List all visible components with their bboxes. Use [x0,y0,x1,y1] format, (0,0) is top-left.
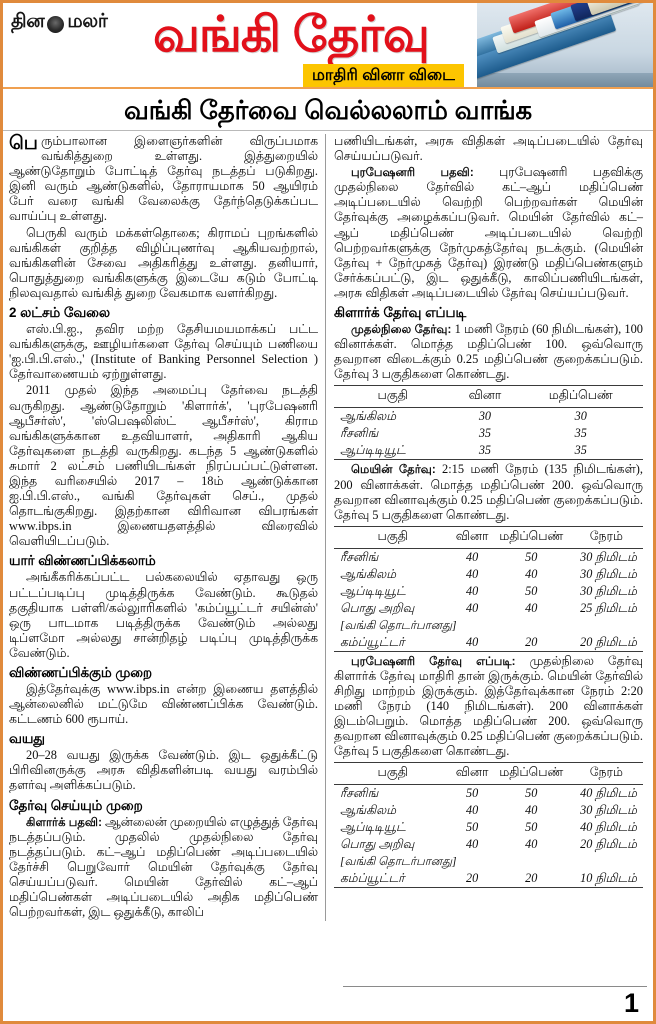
cell-questions: 40 [466,837,479,852]
cell-questions: 20 [451,870,492,888]
table-po-main [334,762,643,888]
cell-questions: 40 [466,583,479,598]
cell-questions: 35 [478,426,492,441]
paragraph-lead-clerk-post: கிளார்க் பதவி: [26,815,102,829]
cell-questions: 40 [466,600,479,615]
cell-marks: 30 [574,409,587,424]
cell-marks: 50 [525,549,538,564]
subheading-age: வயது [9,731,45,747]
cell-part: ஆங்கிலம் [340,566,396,581]
paragraph-age-limit: 20–28 வயது இருக்க வேண்டும். இட ஒதுக்கீட்டு பிரிவினருக்கு அரசு விதிகளின்படி வயது வரம்பில் தளர்வு அளிக்கப்படும். [9,748,318,793]
table-header-row [334,526,643,548]
table-row [334,442,643,460]
page-number: 1 [623,988,639,1018]
cell-marks: 40 [525,566,538,581]
cell-marks: 50 [525,820,538,835]
table-row [334,836,643,853]
table-clerk-prelim [334,385,643,460]
table-row [334,425,643,442]
cell-part: பொது அறிவு [340,837,415,852]
cell-marks: 35 [518,442,643,460]
table-row [334,548,643,566]
cell-part: ரீசனிங் [340,549,379,564]
subheading-clerk-exam-pattern: கிளார்க் தேர்வு எப்படி [334,305,467,321]
cell-time: 20 நிமிடம் [570,634,643,652]
cell-marks: 50 [525,786,538,801]
paragraph-clerk-selection [9,815,318,921]
photo-shelf [477,73,653,89]
table-row [334,785,643,803]
subheading-two-lakh-jobs: 2 லட்சம் வேலை [9,305,110,321]
cell-part: கம்ப்யூட்டர் [334,870,451,888]
table-row [334,870,643,888]
masthead-subtitle-banner: மாதிரி வினா விடை [303,64,464,89]
paragraph-application-method: இத்தேர்வுக்கு www.ibps.in என்ற இணைய தளத்தில் ஆன்லைனில் மட்டுமே விண்ணப்பிக்க வேண்டும். கட்டணம் 600 ரூபாய். [9,682,318,727]
cell-part: ஆப்டிடியூட் [340,820,406,835]
cell-part: ஆப்டிடியூட் [334,442,451,460]
paragraph-lead-po-exam: புரபேஷனரி தேர்வு எப்படி: [351,654,516,668]
cell-time: 30 நிமிடம் [580,549,637,564]
table-row [334,566,643,583]
cell-note: [வங்கி தொடர்பானது] [340,855,457,869]
cell-questions: 40 [466,803,479,818]
paragraph-lead-po-post: புரபேஷனரி பதவி: [351,166,474,180]
table-row [334,408,643,426]
paragraph-text: ஆன்லைன் முறையில் எழுத்துத் தேர்வு நடத்தப்படும். முதலில் முதல்நிலை தேர்வு நடத்தப்படும். கட்–ஆப் மதிப்பெண் அடிப்படையில் தேர்ச்சி பெறுவோர் மெயின் தேர்வுக்கு தேர்வு செய்யப்படுவர். மெயின் தேர்வில் கட்–ஆப் மதிப்பெண்கள் அடிப்படையில் அதிக மதிப்பெண் பெற்றவர்கள், இட ஒதுக்கீடு, காலிப் [9,814,318,920]
cell-marks: 40 [525,837,538,852]
cell-time: 25 நிமிடம் [580,600,637,615]
cell-questions: 50 [466,786,479,801]
cell-questions: 40 [451,634,492,652]
cell-questions: 40 [466,566,479,581]
cell-part: ஆங்கிலம் [340,803,396,818]
subheading-who-can-apply: யார் விண்ணப்பிக்கலாம் [9,553,156,569]
cell-time: 10 நிமிடம் [570,870,643,888]
subheading-selection-method: தேர்வு செய்யும் முறை [9,797,143,813]
column-header-marks: மதிப்பெண் [493,763,570,785]
paragraph-po-selection [334,165,643,301]
cell-part: ரீசனிங் [340,786,379,801]
paragraph-growth: பெருகி வரும் மக்கள்தொகை; கிராமப் புறங்களில் வங்கிகள் குறித்த விழிப்புணர்வு ஆகியவற்றால், வங்கிகளின் சேவை அதிகரித்து உள்ளது. தனியார், பொதுத்துறை வங்கிகளுக்கு இடையே கடும் போட்டி நிலவுவதால் வங்கித் துறை வேகமாக வளர்கிறது. [9,225,318,300]
column-header-time: நேரம் [570,526,643,548]
table-header-row [334,386,643,408]
cell-questions: 50 [466,820,479,835]
article-columns [3,131,653,921]
cell-part: கம்ப்யூட்டர் [334,634,451,652]
column-header-marks: மதிப்பெண் [493,526,570,548]
cell-marks: 35 [574,426,587,441]
cell-marks: 40 [525,803,538,818]
cell-part: ஆப்டிடியூட் [340,583,406,598]
paragraph-po-exam-pattern [334,654,643,760]
paragraph-text: முதல்நிலை தேர்வு கிளார்க் தேர்வு மாதிரி தான் இருக்கும். மெயின் தேர்வில் சிறிது மாற்றம் இருக்கும். இத்தேர்வுக்கான நேரம் 2:20 மணி நேரம் (140 நிமிடங்கள்). 200 வினாக்கள் இடம்பெறும். மொத்த மதிப்பெண் 200. ஒவ்வொரு தவறான வினாவுக்கும் 0.25 மதிப்பெண் குறைக்கப்படும். தேர்வு 5 பகுதிகளை கொண்டது. [334,653,643,759]
paragraph-prelim-details [334,322,643,382]
table-row-note [334,853,643,870]
table-header-row [334,763,643,785]
cell-time: 40 நிமிடம் [580,820,637,835]
column-header-questions: வினா [451,526,492,548]
column-header-part: பகுதி [334,386,451,408]
paper-logo-emblem-icon [47,16,64,33]
table-row [334,819,643,836]
paragraph-intro [9,134,318,225]
right-column [326,134,643,921]
paragraph-ibps-history: 2011 முதல் இந்த அமைப்பு தேர்வை நடத்தி வருகிறது. ஆண்டுதோறும் 'கிளார்க்', 'புரபேஷனரி ஆபீசர்ஸ்', 'ஸ்பெஷலிஸ்ட் ஆபீசர்ஸ்', கிராம வங்கிகளுக்கான உதவியாளர், அதிகாரி ஆகிய தேர்வுகளை நடத்தி வருகிறது. கடந்த 5 ஆண்டுகளில் சுமார் 2 லட்சம் பணியிடங்கள் நிரப்பப்பட்டுள்ளன. இந்த வரிசையில் 2017 – 18ம் ஆண்டுக்கான ஐ.பி.பி.எஸ்., வங்கி தேர்வுகள் செப்., முதல் தொடங்குகிறது. இதற்கான விரிவான விபரங்கள் www.ibps.in இணையதளத்தில் விரைவில் வெளியிடப்படும். [9,383,318,549]
table-row-note [334,617,643,634]
paragraph-text: 2:15 மணி நேரம் (135 நிமிடங்கள்), 200 வினாக்கள். மொத்த மதிப்பெண் 200. ஒவ்வொரு தவறான வினாவுக்கும் 0.25 மதிப்பெண் குறைக்கப்படும். தேர்வு 5 பகுதிகளை கொண்டது. [334,462,643,522]
cell-marks: 50 [525,583,538,598]
paragraph-text: ரும்பாலான இளைஞர்களின் விருப்பமாக வங்கித்துறை உள்ளது. இத்துறையில் ஆண்டுதோறும் போட்டித் தேர்வு நடத்தப் படுகிறது. இனி வரும் ஆண்டுகளில், தோராயமாக 50 ஆயிரம் பேர் வரை வங்கி வேலைக்கு தேர்ந்தெடுக்கப்பட வாய்ப்பு உள்ளது. [9,134,318,224]
dropcap: பெ [9,133,38,154]
cell-questions: 35 [451,442,518,460]
column-header-part: பகுதி [334,763,451,785]
cell-time: 30 நிமிடம் [580,583,637,598]
footer-rule [343,986,647,987]
cell-marks: 20 [493,634,570,652]
column-header-questions: வினா [451,386,518,408]
books-stack-photo [476,3,653,89]
paragraph-lead-prelim: முதல்நிலை தேர்வு: [351,323,452,337]
cell-marks: 20 [493,870,570,888]
paper-logo [11,11,108,35]
paragraph-clerk-selection-cont: பணியிடங்கள், அரசு விதிகள் அடிப்படையில் தேர்வு செய்யப்படுவர். [334,134,643,164]
cell-questions: 40 [466,549,479,564]
subheading-how-to-apply: விண்ணப்பிக்கும் முறை [9,665,153,680]
table-row [334,802,643,819]
paper-logo-text-right: மலர் [67,11,108,32]
paragraph-text: 1 மணி நேரம் (60 நிமிடங்கள்), 100 வினாக்கள். மொத்த மதிப்பெண் 100. ஒவ்வொரு தவறான விடைக்கும் 0.25 மதிப்பெண் குறைக்கப்படும். தேர்வு 3 பகுதிகளை கொண்டது. [334,322,644,382]
cell-part: பொது அறிவு [340,600,415,615]
table-row [334,583,643,600]
column-header-part: பகுதி [334,526,451,548]
column-header-time: நேரம் [570,763,643,785]
cell-marks: 40 [525,600,538,615]
paragraph-ibps-intro: எஸ்.பி.ஐ., தவிர மற்ற தேசியமயமாக்கப் பட்ட வங்கிகளுக்கு, ஊழியர்களை தேர்வு செய்யும் பணியை 'ஐ.பி.பி.எஸ்.,' (Institute of Banking Personnel Selection ) தேர்வாணையம் ஏற்றுள்ளது. [9,322,318,382]
page-title: வங்கி தேர்வை வெல்லலாம் வாங்க [3,89,653,131]
cell-questions: 30 [478,409,492,424]
cell-note: [வங்கி தொடர்பானது] [340,618,457,632]
masthead-title: வங்கி தேர்வு [153,8,429,62]
paragraph-text: புரபேஷனரி பதவிக்கு முதல்நிலை தேர்வில் கட்–ஆப் மதிப்பெண் அடிப்படையில் வெற்றி பெற்றவர்கள் மெயின் தேர்வுக்கு அழைக்கப்படுவர். மெயின் தேர்வில் கட்–ஆப் மதிப்பெண் அடிப்படையில் வெற்றி பெற்றவர்களுக்கு நேர்முகத்தேர்வு நடக்கும். (மெயின் தேர்வு + நேர்முகத் தேர்வு) இரண்டு மதிப்பெண்களும் சேர்க்கப்பட்டு, இட ஒதுக்கீடு, காலிப்பணியிடங்கள், அரசு விதிகள் அடிப்படையில் தேர்வு செய்யப்படுவர். [334,165,643,300]
column-header-questions: வினா [451,763,492,785]
cell-part: ரீசனிங் [340,426,379,441]
cell-time: 40 நிமிடம் [580,786,637,801]
cell-time: 30 நிமிடம் [580,803,637,818]
table-row [334,634,643,652]
masthead [3,3,653,89]
paragraph-eligibility: அங்கீகரிக்கப்பட்ட பல்கலையில் ஏதாவது ஒரு பட்டப்படிப்பு முடித்திருக்க வேண்டும். கூடுதல் தகுதியாக பள்ளி/கல்லுாரிகளில் 'கம்ப்யூட்டர் சயின்ஸ்' ஒரு பாடமாக படித்திருக்க வேண்டும் அல்லது டிப்ளமோ அல்லது சான்றிதழ் படிப்பு முடித்திருக்க வேண்டும். [9,570,318,660]
paper-logo-text-left: தின [11,11,45,32]
table-clerk-main [334,526,643,652]
table-row [334,600,643,617]
column-header-marks: மதிப்பெண் [518,386,643,408]
left-column [9,134,326,921]
paragraph-lead-main: மெயின் தேர்வு: [351,463,436,477]
cell-time: 20 நிமிடம் [580,837,637,852]
paragraph-main-details [334,462,643,522]
cell-time: 30 நிமிடம் [580,566,637,581]
cell-part: ஆங்கிலம் [340,409,396,424]
